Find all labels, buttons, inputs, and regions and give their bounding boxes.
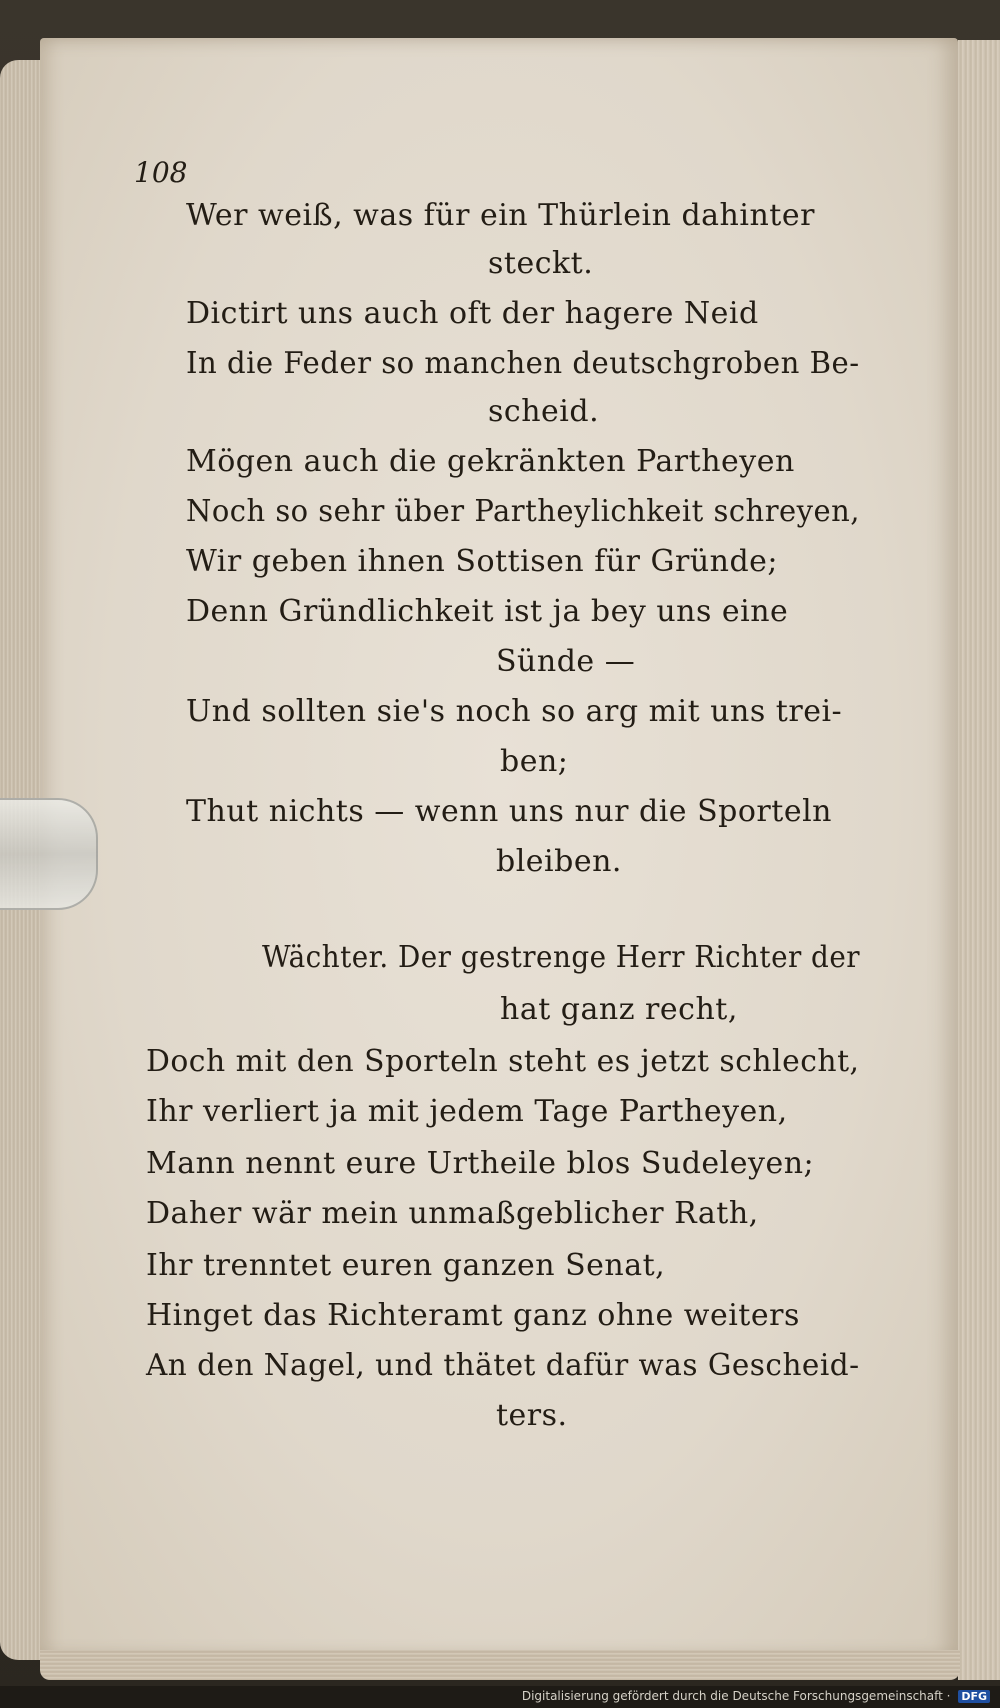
verse-line: scheid. — [488, 394, 600, 429]
speaker-line: Wächter. Der gestrenge Herr Richter der — [262, 940, 861, 975]
verse-line: Ihr trenntet euren ganzen Senat, — [146, 1248, 666, 1283]
verse-line: Ihr verliert ja mit jedem Tage Partheyen, — [146, 1094, 788, 1129]
footer-bar — [0, 1686, 1000, 1708]
footer-credit — [522, 1689, 990, 1703]
verse-line: Hinget das Richteramt ganz ohne weiters — [146, 1298, 800, 1333]
verse-line: ben; — [500, 744, 569, 779]
verse-line: Mann nennt eure Urtheile blos Sudeleyen; — [146, 1146, 815, 1181]
page-number: 108 — [134, 156, 188, 189]
verse-line: steckt. — [488, 246, 594, 281]
verse-line: Denn Gründlichkeit ist ja bey uns eine — [186, 594, 789, 629]
verse-line: Sünde — — [496, 644, 636, 679]
verse-line: An den Nagel, und thätet dafür was Gescheid- — [146, 1348, 860, 1383]
verse-line: ters. — [496, 1398, 568, 1433]
verse-line: Wir geben ihnen Sottisen für Gründe; — [186, 544, 779, 579]
dfg-logo-badge: DFG — [958, 1690, 990, 1703]
verse-line: Wer weiß, was für ein Thürlein dahinter — [186, 198, 815, 233]
verse-line: Doch mit den Sporteln steht es jetzt schlecht, — [146, 1044, 860, 1079]
verse-line: Noch so sehr über Partheylichkeit schreyen, — [186, 494, 860, 529]
verse-line: Daher wär mein unmaßgeblicher Rath, — [146, 1196, 759, 1231]
footer-credit-text: Digitalisierung gefördert durch die Deutsche Forschungsgemeinschaft · — [521, 1689, 951, 1703]
verse-line: Thut nichts — wenn uns nur die Sporteln — [186, 794, 832, 829]
verse-line: bleiben. — [496, 844, 622, 879]
verse-line: Mögen auch die gekränkten Partheyen — [186, 444, 795, 479]
verse-line: Und sollten sie's noch so arg mit uns trei- — [186, 694, 843, 729]
verse-line: hat ganz recht, — [500, 992, 738, 1027]
verse-line: Dictirt uns auch oft der hagere Neid — [186, 296, 759, 331]
verse-line: In die Feder so manchen deutschgroben Be- — [186, 346, 860, 381]
